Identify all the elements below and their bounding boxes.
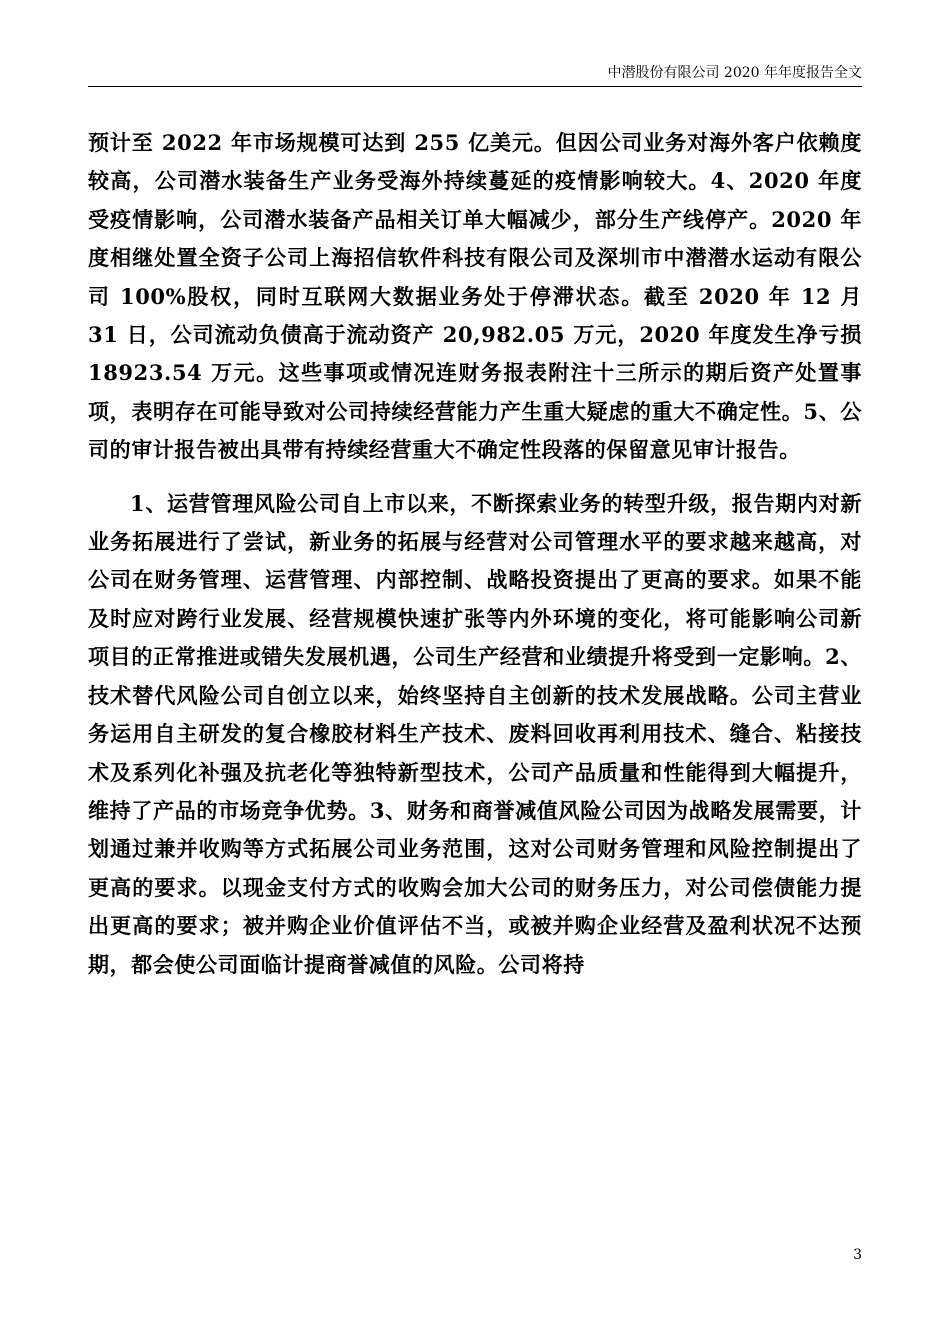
body-text bbox=[88, 124, 862, 984]
paragraph-continuation: 预计至 2022 年市场规模可达到 255 亿美元。但因公司业务对海外客户依赖度较高，公司潜水装备生产业务受海外持续蔓延的疫情影响较大。4、2020 年度受疫情影响，公司潜水装备产品相关订单大幅减少，部分生产线停产。2020 年度相继处置全资子公司上海招信软件科技有限公司及深圳市中潜潜水运动有限公司 100%股权，同时互联网大数据业务处于停滞状态。截至 2020 年 12 月 31 日，公司流动负债高于流动资产 20,982.05 万元，2020 年度发生净亏损 18923.54 万元。这些事项或情况连财务报表附注十三所示的期后资产处置事项，表明存在可能导致对公司持续经营能力产生重大疑虑的重大不确定性。5、公司的审计报告被出具带有持续经营重大不确定性段落的保留意见审计报告。 bbox=[88, 130, 862, 463]
page-header bbox=[88, 62, 862, 87]
page-number: 3 bbox=[853, 1247, 862, 1263]
header-title: 中潜股份有限公司 2020 年年度报告全文 bbox=[607, 65, 862, 81]
paragraph-risks: 1、运营管理风险公司自上市以来，不断探索业务的转型升级，报告期内对新业务拓展进行了尝试，新业务的拓展与经营对公司管理水平的要求越来越高，对公司在财务管理、运营管理、内部控制、战略投资提出了更高的要求。如果不能及时应对跨行业发展、经营规模快速扩张等内外环境的变化，将可能影响公司新项目的正常推进或错失发展机遇，公司生产经营和业绩提升将受到一定影响。2、技术替代风险公司自创立以来，始终坚持自主创新的技术发展战略。公司主营业务运用自主研发的复合橡胶材料生产技术、废料回收再利用技术、缝合、粘接技术及系列化补强及抗老化等独特新型技术，公司产品质量和性能得到大幅提升，维持了产品的市场竞争优势。3、财务和商誉减值风险公司因为战略发展需要，计划通过兼并收购等方式拓展公司业务范围，这对公司财务管理和风险控制提出了更高的要求。以现金支付方式的收购会加大公司的财务压力，对公司偿债能力提出更高的要求；被并购企业价值评估不当，或被并购企业经营及盈利状况不达预期，都会使公司面临计提商誉减值的风险。公司将持 bbox=[88, 490, 862, 977]
